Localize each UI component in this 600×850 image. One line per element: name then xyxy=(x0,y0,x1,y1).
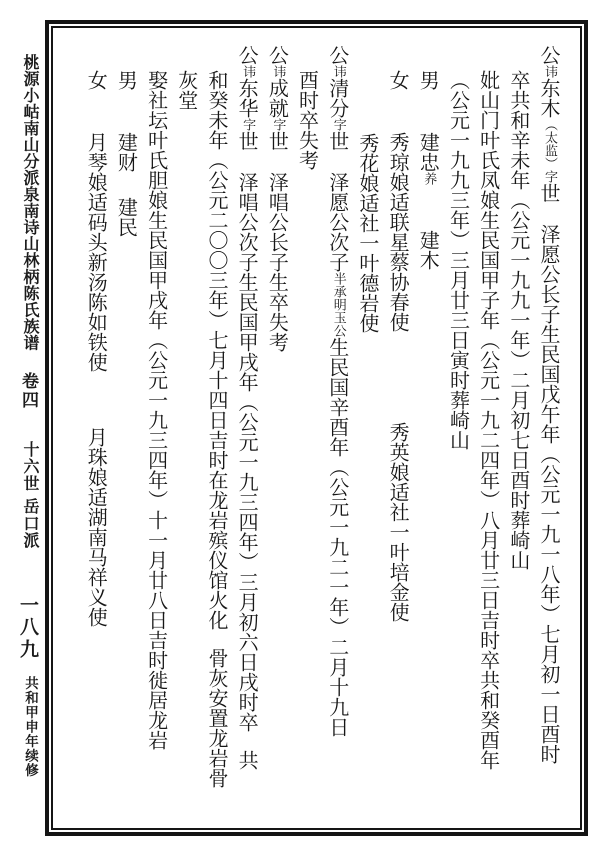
text-segment: 半承明玉公 xyxy=(330,272,346,337)
page-number: 一八九 xyxy=(17,595,38,661)
text-segment: 女 xyxy=(84,70,109,90)
text-segment: 酉时卒失考 xyxy=(295,70,320,170)
entry-dongmu-header xyxy=(538,45,560,814)
text-segment: 讳 xyxy=(240,65,256,78)
text-segment: 公 xyxy=(325,45,350,65)
text-segment: 字 xyxy=(330,118,346,131)
text-segment: 建民 xyxy=(114,197,139,237)
text-segment: 泽唱公长子生卒失考 xyxy=(265,172,290,352)
text-segment: 男 xyxy=(416,70,441,90)
text-segment: 女 xyxy=(386,70,411,90)
entry-qingfen-cont xyxy=(297,45,319,814)
volume-label: 卷四 xyxy=(19,372,38,410)
text-segment: 骨灰安置龙岩骨 xyxy=(204,648,229,788)
text-segment: 卒共和辛未年（公元一九九一年）二月初七日酉时葬崎山 xyxy=(506,70,531,570)
entry-chengjiu-header xyxy=(266,45,288,814)
generation-label: 十六世 xyxy=(21,441,38,492)
text-segment: 世 xyxy=(325,131,350,151)
text-segment: 公 xyxy=(235,45,260,65)
text-segment: 世 xyxy=(235,131,260,151)
text-segment: 娶社坛叶氏胆娘生民国甲戌年（公元一九三四年）十一月廿八日吉时徙居龙岩 xyxy=(144,70,169,750)
text-segment: 男 xyxy=(114,70,139,90)
text-segment: 秀花娘适社一叶德岩使 xyxy=(355,133,380,333)
text-segment: 世 xyxy=(265,131,290,151)
text-segment: 世 xyxy=(537,183,561,203)
text-segment: 讳 xyxy=(542,65,557,78)
text-segment: 字 xyxy=(270,118,286,131)
text-segment: （公元一九九三年）三月廿三日寅时葬崎山 xyxy=(446,70,471,450)
book-title: 桃源小岵南山分派泉南诗山林柄陈氏族谱 xyxy=(21,54,38,351)
text-segment: 字 xyxy=(240,118,256,131)
text-segment: 共 xyxy=(235,750,260,770)
text-segment: （太监） xyxy=(542,118,557,170)
text-segment: 秀英娘适社一叶培金使 xyxy=(386,422,411,622)
entry-dongmu-death xyxy=(508,45,530,814)
text-segment: 东木 xyxy=(537,78,561,118)
text-segment: 东华 xyxy=(235,78,260,118)
text-segment: 建木 xyxy=(416,230,441,270)
entry-dongmu-spouse-cont xyxy=(447,45,469,814)
text-segment: 成就 xyxy=(265,78,290,118)
entry-dongmu-daughters xyxy=(387,45,409,814)
text-segment: 生民国辛酉年（公元一九二一年）二月十九日 xyxy=(325,337,350,737)
text-segment: 字 xyxy=(542,170,557,183)
entry-donghua-sons xyxy=(115,45,137,814)
entry-donghua-spouse xyxy=(146,45,168,814)
text-segment: 公 xyxy=(265,45,290,65)
text-segment: 公 xyxy=(537,45,561,65)
entry-dongmu-spouse xyxy=(478,45,500,814)
text-segment: 讳 xyxy=(270,65,286,78)
entry-donghua-death-cont2 xyxy=(176,45,198,814)
entry-dongmu-sons xyxy=(417,45,439,814)
branch-label: 岳口派 xyxy=(21,498,38,549)
text-segment: 秀琼娘适联星蔡协春使 xyxy=(386,132,411,332)
entry-qingfen-header xyxy=(327,45,349,814)
entry-donghua-death-cont xyxy=(206,45,228,814)
text-segment: 泽愿公长子生民国戊午年（公元一九一八年）七月初一日酉时 xyxy=(537,224,561,764)
text-segment: 建忠 xyxy=(416,132,441,172)
page-frame xyxy=(45,20,588,836)
text-segment: 泽唱公次子生民国甲戌年（公元一九三四年）三月初六日戌时卒 xyxy=(235,172,260,732)
text-segment: 养 xyxy=(421,172,437,185)
entry-dongmu-daughters-cont xyxy=(357,45,379,814)
genealogy-content xyxy=(53,28,580,828)
text-segment: 清分 xyxy=(325,78,350,118)
text-segment: 月琴娘适码头新汤陈如铁使 xyxy=(84,132,109,372)
text-segment: 灰堂 xyxy=(174,70,199,110)
text-segment: 讳 xyxy=(330,65,346,78)
entry-donghua-header xyxy=(236,45,258,814)
text-segment: 月珠娘适湖南马祥义使 xyxy=(84,427,109,627)
text-segment: 泽愿公次子 xyxy=(325,172,350,272)
text-segment: 妣山门叶氏凤娘生民国甲子年（公元一九二四年）八月廿三日吉时卒共和癸酉年 xyxy=(476,70,501,770)
edition-note: 共和甲申年续修 xyxy=(23,676,38,778)
entry-donghua-daughters xyxy=(85,45,107,814)
text-segment: 和癸未年（公元二〇〇三年）七月十四日吉时在龙岩殡仪馆火化 xyxy=(204,70,229,630)
page-frame-inner xyxy=(51,26,582,830)
text-segment: 建财 xyxy=(114,132,139,172)
